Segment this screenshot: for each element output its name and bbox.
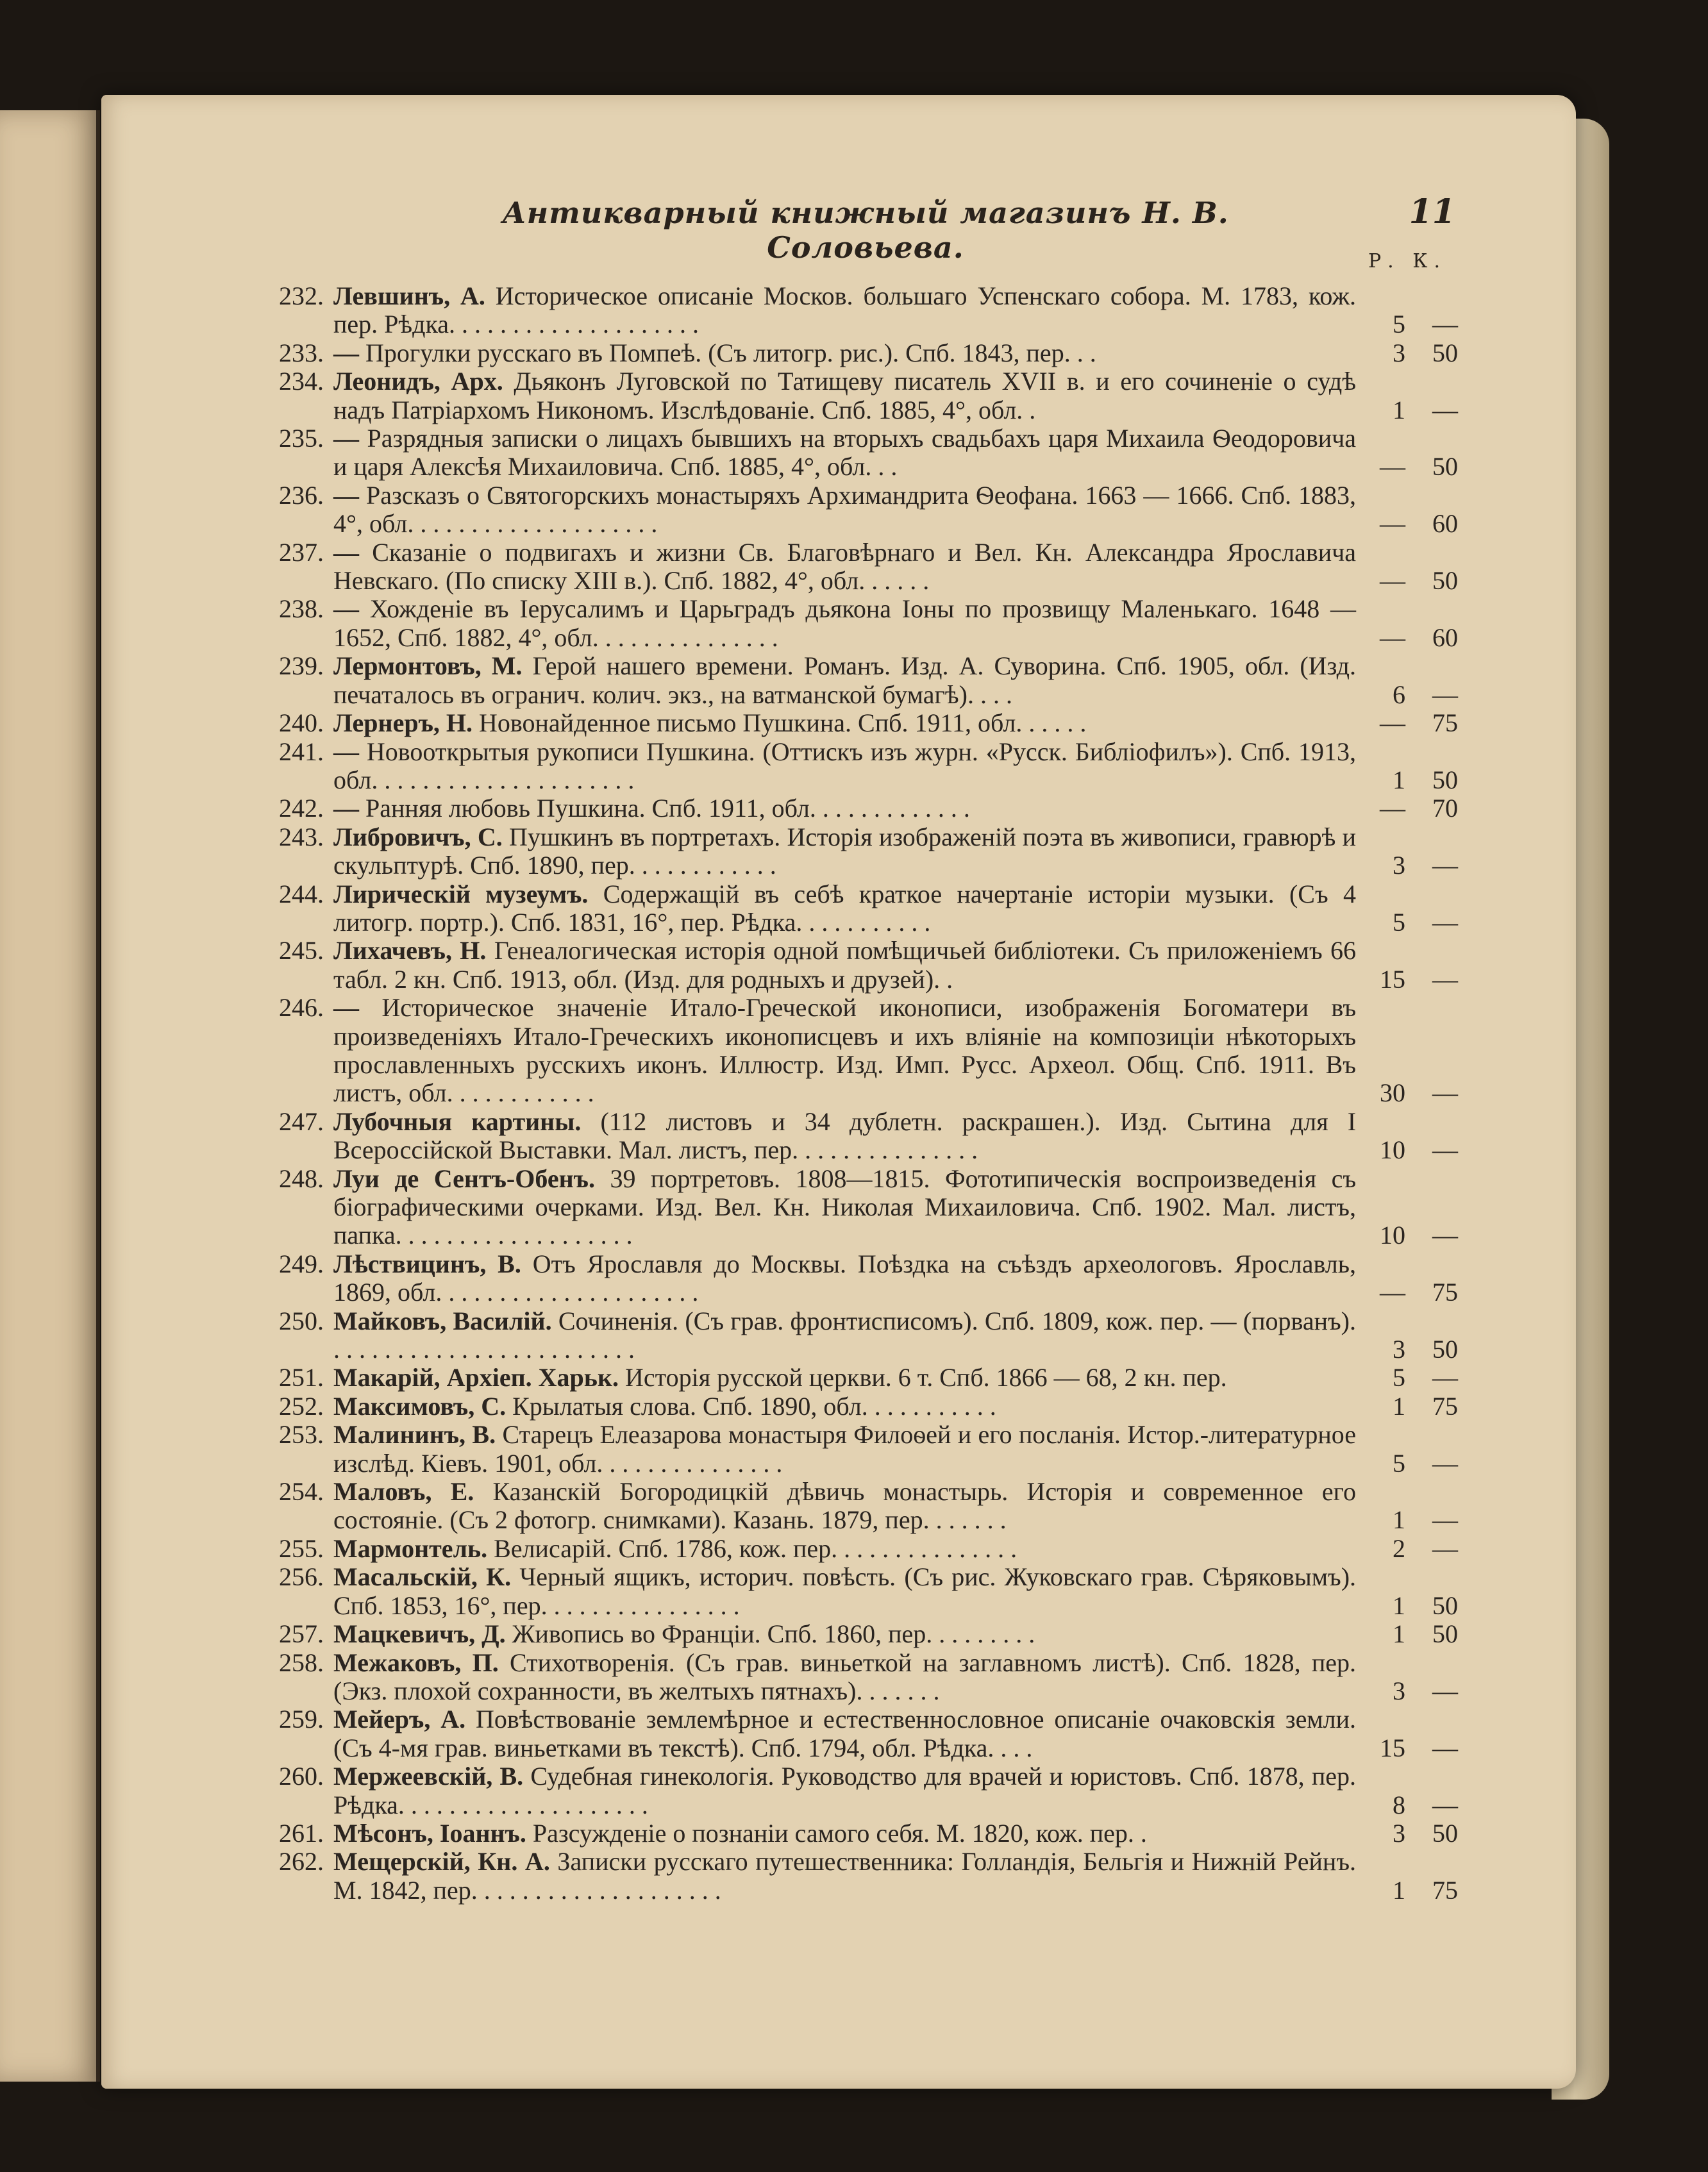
entry-body <box>333 1108 1356 1165</box>
price-kopecks: — <box>1432 1533 1458 1563</box>
catalog-entry <box>0 1250 1708 1307</box>
entry-number: 238. <box>279 594 324 624</box>
entry-body <box>333 937 1356 994</box>
entry-author: Мейеръ, А. <box>333 1705 466 1734</box>
entry-author: Мармонтель. <box>333 1533 488 1563</box>
entry-author: — <box>333 594 359 624</box>
price-rubles: 8 <box>1393 1790 1405 1819</box>
entry-description: Разрядныя записки о лицахъ бывшихъ на вторыхъ свадьбахъ царя Михаила Ѳеодоровича и царя Алексѣя Михаиловича. Спб. 1885, 4°, обл. . . <box>333 424 1357 481</box>
entry-number: 245. <box>279 936 324 965</box>
entry-description: Записки русскаго путешественника: Голландія, Бельгія и Нижній Рейнъ. М. 1842, пер. . . . . . . . . . . . . . . . . . . . <box>333 1847 1357 1905</box>
price-rubles: 3 <box>1393 1676 1405 1705</box>
entry-number: 239. <box>279 651 324 681</box>
entry-body <box>333 1392 1356 1421</box>
entry-number: 261. <box>279 1818 324 1848</box>
entry-body <box>333 1478 1356 1535</box>
price-kopecks: 50 <box>1432 338 1458 367</box>
entry-description: Живопись во Франціи. Спб. 1860, пер. . . . . . . . . <box>512 1619 1035 1649</box>
price-kopecks: — <box>1432 851 1458 880</box>
entry-number: 258. <box>279 1648 324 1677</box>
entry-author: Масальскій, К. <box>333 1562 512 1592</box>
entry-description: Историческое описаніе Москов. большаго Успенскаго собора. М. 1783, кож. пер. Рѣдка. . . . . . . . . . . . . . . . . . . . <box>333 281 1357 339</box>
price-rubles: 1 <box>1393 1591 1405 1620</box>
catalog-entry <box>0 823 1708 880</box>
entry-body <box>333 1421 1356 1478</box>
catalog-entry <box>0 1364 1708 1392</box>
price-column-header: Р. К. <box>1368 250 1446 272</box>
catalog-entry <box>0 339 1708 367</box>
entry-number: 244. <box>279 879 324 908</box>
price-kopecks: 50 <box>1432 1335 1458 1364</box>
catalog-entry <box>0 1421 1708 1478</box>
catalog-entry <box>0 1705 1708 1762</box>
entry-author: Мещерскій, Кн. А. <box>333 1847 550 1876</box>
entry-body <box>333 595 1356 652</box>
price-kopecks: — <box>1432 1505 1458 1535</box>
entry-body <box>333 1819 1356 1848</box>
price-kopecks: — <box>1432 680 1458 709</box>
entry-number: 260. <box>279 1762 324 1791</box>
entry-description: Разсужденіе о познаніи самого себя. М. 1820, кож. пер. . <box>532 1818 1147 1848</box>
entry-description: Новонайденное письмо Пушкина. Спб. 1911, обл. . . . . . <box>479 708 1087 738</box>
price-kopecks: 75 <box>1432 1278 1458 1307</box>
price-rubles: 5 <box>1393 907 1405 937</box>
price-rubles: 1 <box>1393 765 1405 794</box>
entry-author: Лубочныя картины. <box>333 1107 582 1136</box>
price-rubles: 30 <box>1380 1078 1405 1108</box>
price-kopecks: — <box>1432 907 1458 937</box>
entry-author: Лихачевъ, Н. <box>333 936 487 965</box>
entry-author: — <box>333 794 359 823</box>
entry-body <box>333 539 1356 596</box>
entry-description: Казанскій Богородицкій дѣвичь монастырь. Исторія и современное его состояніе. (Съ 2 фотогр. снимками). Казань. 1879, пер. . . . . . . <box>333 1477 1357 1535</box>
entry-author: Межаковъ, П. <box>333 1648 499 1677</box>
price-rubles: 1 <box>1393 395 1405 424</box>
page-number: 11 <box>1409 192 1455 231</box>
entry-body <box>333 424 1356 481</box>
entry-number: 242. <box>279 794 324 823</box>
entry-body <box>333 652 1356 709</box>
entry-body <box>333 1762 1356 1819</box>
entry-number: 257. <box>279 1619 324 1649</box>
entry-author: Мержеевскій, В. <box>333 1762 524 1791</box>
price-kopecks: — <box>1432 1448 1458 1478</box>
price-kopecks: — <box>1432 1078 1458 1108</box>
price-rubles: — <box>1380 794 1405 823</box>
entry-description: Герой нашего времени. Романъ. Изд. А. Суворина. Спб. 1905, обл. (Изд. печаталось въ огранич. колич. экз., на ватманской бумагѣ). . . . <box>333 651 1357 709</box>
entry-number: 259. <box>279 1705 324 1734</box>
entry-number: 243. <box>279 822 324 851</box>
entry-number: 250. <box>279 1306 324 1335</box>
entry-description: Черный ящикъ, историч. повѣсть. (Съ рис. Жуковскаго грав. Сѣряковымъ). Спб. 1853, 16°, пер. . . . . . . . . . . . . . . . <box>333 1562 1357 1620</box>
entry-number: 237. <box>279 537 324 567</box>
price-kopecks: — <box>1432 1676 1458 1705</box>
entry-author: Мѣсонъ, Іоаннъ. <box>333 1818 526 1848</box>
price-kopecks: — <box>1432 1135 1458 1165</box>
entry-number: 247. <box>279 1107 324 1136</box>
entry-description: Генеалогическая исторія одной помѣщичьей библіотеки. Съ приложеніемъ 66 табл. 2 кн. Спб. 1913, обл. (Изд. для родныхъ и друзей). . <box>333 936 1357 994</box>
catalog-entry <box>0 481 1708 539</box>
entry-description: Старецъ Елеазарова монастыря Филоѳей и его посланія. Истор.-литературное изслѣд. Кіевъ. 1901, обл. . . . . . . . . . . . . . . <box>333 1420 1357 1478</box>
entry-author: — <box>333 537 359 567</box>
catalog-entry <box>0 652 1708 709</box>
catalog-entry <box>0 880 1708 937</box>
entry-body <box>333 823 1356 880</box>
entry-body <box>333 481 1356 539</box>
entry-description: Повѣствованіе землемѣрное и естественнословное описаніе очаковскія земли. (Съ 4-мя грав. виньетками въ текстѣ). Спб. 1794, обл. Рѣдка. . . . <box>333 1705 1357 1762</box>
entry-body <box>333 1364 1356 1392</box>
price-rubles: 15 <box>1380 964 1405 994</box>
price-kopecks: 50 <box>1432 452 1458 481</box>
entry-author: Мацкевичъ, Д. <box>333 1619 506 1649</box>
price-kopecks: 50 <box>1432 1818 1458 1848</box>
entry-author: Майковъ, Василій. <box>333 1306 552 1335</box>
entry-number: 241. <box>279 737 324 766</box>
price-rubles: 5 <box>1393 310 1405 339</box>
price-kopecks: — <box>1432 1221 1458 1250</box>
price-rubles: — <box>1380 708 1405 738</box>
price-rubles: — <box>1380 622 1405 652</box>
price-rubles: 3 <box>1393 1818 1405 1848</box>
entry-description: Крылатыя слова. Спб. 1890, обл. . . . . . . . . . . <box>512 1391 996 1421</box>
catalog-entry <box>0 794 1708 823</box>
price-rubles: 1 <box>1393 1875 1405 1905</box>
entry-body <box>333 1307 1356 1364</box>
entry-number: 252. <box>279 1391 324 1421</box>
entry-number: 256. <box>279 1562 324 1592</box>
entry-author: Левшинъ, А. <box>333 281 485 310</box>
entry-description: Стихотворенія. (Съ грав. виньеткой на заглавномъ листѣ). Спб. 1828, пер. (Экз. плохой сохранности, въ желтыхъ пятнахъ). . . . . . . <box>333 1648 1356 1705</box>
entry-description: Исторія русской церкви. 6 т. Спб. 1866 — 68, 2 кн. пер. <box>624 1363 1227 1392</box>
entry-body <box>333 1250 1356 1307</box>
entry-description: Велисарій. Спб. 1786, кож. пер. . . . . . . . . . . . . . . <box>494 1533 1017 1563</box>
price-kopecks: 60 <box>1432 622 1458 652</box>
entry-body <box>333 709 1356 737</box>
catalog-entry <box>0 424 1708 481</box>
price-rubles: 5 <box>1393 1363 1405 1392</box>
entry-description: Новооткрытыя рукописи Пушкина. (Оттискъ изъ журн. «Русск. Библіофилъ»). Спб. 1913, обл. . . . . . . . . . . . . . . . . . . . . <box>333 737 1357 794</box>
entry-number: 251. <box>279 1363 324 1392</box>
catalog-list <box>0 282 1708 1905</box>
entry-body <box>333 1535 1356 1563</box>
catalog-entry <box>0 1392 1708 1421</box>
catalog-entry <box>0 709 1708 737</box>
entry-description: Судебная гинекологія. Руководство для врачей и юристовъ. Спб. 1878, пер. Рѣдка. . . . . . . . . . . . . . . . . . . . <box>333 1762 1356 1819</box>
price-rubles: 10 <box>1380 1135 1405 1165</box>
catalog-entry <box>0 1307 1708 1364</box>
entry-description: Пушкинъ въ портретахъ. Исторія изображеній поэта въ живописи, гравюрѣ и скульптурѣ. Спб. 1890, пер. . . . . . . . . . . . <box>333 822 1357 880</box>
entry-body <box>333 1705 1356 1762</box>
entry-author: Лермонтовъ, М. <box>333 651 523 681</box>
entry-body <box>333 282 1356 339</box>
entry-number: 262. <box>279 1847 324 1876</box>
price-kopecks: 50 <box>1432 1619 1458 1649</box>
entry-number: 254. <box>279 1477 324 1507</box>
price-kopecks: — <box>1432 964 1458 994</box>
entry-description: 39 портретовъ. 1808—1815. Фототипическія воспроизведенія съ біографическими очерками. Изд. Вел. Кн. Николая Михаиловича. Спб. 1902. Мал. листъ, папка. . . . . . . . . . . . . . . . . . . <box>333 1164 1357 1250</box>
price-kopecks: — <box>1432 310 1458 339</box>
entry-description: Отъ Ярославля до Москвы. Поѣздка на съѣздъ археологовъ. Ярославль, 1869, обл. . . . . . . . . . . . . . . . . . . . . <box>333 1249 1357 1307</box>
catalog-entry <box>0 738 1708 795</box>
entry-description: Сочиненія. (Съ грав. фронтисписомъ). Спб. 1809, кож. пер. — (порванъ). . . . . . . . . . . . . . . . . . . . . . . . . <box>333 1306 1356 1364</box>
entry-number: 255. <box>279 1533 324 1563</box>
entry-description: Ранняя любовь Пушкина. Спб. 1911, обл. . . . . . . . . . . . . <box>365 794 970 823</box>
entry-author: Малининъ, В. <box>333 1420 496 1449</box>
entry-body <box>333 367 1356 424</box>
entry-author: Либровичъ, С. <box>333 822 503 851</box>
catalog-entry <box>0 937 1708 994</box>
entry-number: 253. <box>279 1420 324 1449</box>
price-rubles: 1 <box>1393 1391 1405 1421</box>
price-kopecks: 75 <box>1432 1391 1458 1421</box>
price-rubles: 15 <box>1380 1733 1405 1762</box>
price-kopecks: 60 <box>1432 509 1458 539</box>
entry-body <box>333 1563 1356 1620</box>
entry-author: Луи де Сентъ-Обенъ. <box>333 1164 595 1193</box>
entry-body <box>333 738 1356 795</box>
page-header: Антикварный книжный магазинъ Н. В. Соловьева. <box>502 196 1229 265</box>
entry-author: Леонидъ, Арх. <box>333 367 503 396</box>
entry-author: Максимовъ, С. <box>333 1391 507 1421</box>
entry-number: 240. <box>279 708 324 738</box>
entry-number: 246. <box>279 993 324 1023</box>
entry-description: Разсказъ о Святогорскихъ монастыряхъ Архимандрита Ѳеофана. 1663 — 1666. Спб. 1883, 4°, обл. . . . . . . . . . . . . . . . . . . . <box>333 480 1357 539</box>
entry-author: Лѣствицинъ, В. <box>333 1249 521 1278</box>
price-rubles: 10 <box>1380 1221 1405 1250</box>
price-rubles: 1 <box>1393 1619 1405 1649</box>
price-kopecks: 50 <box>1432 1591 1458 1620</box>
entry-body <box>333 1848 1356 1905</box>
entry-number: 235. <box>279 424 324 453</box>
price-rubles: 3 <box>1393 1335 1405 1364</box>
entry-description: Дьяконъ Луговской по Татищеву писатель XVII в. и его сочиненіе о судѣ надъ Патріархомъ Никономъ. Изслѣдованіе. Спб. 1885, 4°, обл. . <box>333 367 1357 424</box>
price-kopecks: — <box>1432 1790 1458 1819</box>
entry-author: — <box>333 993 359 1023</box>
price-kopecks: 75 <box>1432 1875 1458 1905</box>
price-rubles: — <box>1380 566 1405 596</box>
entry-description: Сказаніе о подвигахъ и жизни Св. Благовѣрнаго и Вел. Кн. Александра Ярославича Невскаго. (По списку XIII в.). Спб. 1882, 4°, обл. . . . . . <box>333 537 1357 596</box>
price-rubles: 3 <box>1393 338 1405 367</box>
price-kopecks: 50 <box>1432 566 1458 596</box>
price-kopecks: 50 <box>1432 765 1458 794</box>
entry-author: Маловъ, Е. <box>333 1477 474 1507</box>
catalog-entry <box>0 1108 1708 1165</box>
price-rubles: — <box>1380 452 1405 481</box>
catalog-entry <box>0 1848 1708 1905</box>
price-rubles: 5 <box>1393 1448 1405 1478</box>
entry-body <box>333 1165 1356 1250</box>
entry-description: Содержащій въ себѣ краткое начертаніе исторіи музыки. (Съ 4 литогр. портр.). Спб. 1831, 16°, пер. Рѣдка. . . . . . . . . . . <box>333 879 1356 937</box>
entry-author: — <box>333 480 359 510</box>
entry-body <box>333 880 1356 937</box>
entry-description: Прогулки русскаго въ Помпеѣ. (Съ литогр. рис.). Спб. 1843, пер. . . <box>365 338 1096 367</box>
entry-number: 234. <box>279 367 324 396</box>
entry-number: 236. <box>279 480 324 510</box>
entry-author: — <box>333 338 359 367</box>
price-rubles: 6 <box>1393 680 1405 709</box>
entry-body <box>333 1649 1356 1706</box>
price-kopecks: 75 <box>1432 708 1458 738</box>
price-kopecks: — <box>1432 395 1458 424</box>
catalog-entry <box>0 994 1708 1108</box>
entry-author: Лирическій музеумъ. <box>333 879 589 908</box>
entry-body <box>333 1620 1356 1648</box>
entry-description: Историческое значеніе Итало-Греческой иконописи, изображенія Богоматери въ произведеніяхъ Итало-Греческихъ иконописцевъ и ихъ вліяніе на композиціи нѣкоторыхъ прославленныхъ русскихъ иконъ. Иллюстр. Изд. Имп. Русс. Археол. Общ. Спб. 1911. Въ листъ, обл. . . . . . . . . . . . <box>333 993 1356 1108</box>
price-rubles: — <box>1380 1278 1405 1307</box>
entry-number: 249. <box>279 1249 324 1278</box>
entry-author: Макарій, Архіеп. Харьк. <box>333 1363 619 1392</box>
entry-number: 232. <box>279 281 324 310</box>
price-kopecks: — <box>1432 1363 1458 1392</box>
entry-author: — <box>333 737 359 766</box>
entry-description: (112 листовъ и 34 дублетн. раскрашен.). Изд. Сытина для I Всероссійской Выставки. Мал. листъ, пер. . . . . . . . . . . . . . . <box>333 1107 1357 1165</box>
entry-number: 248. <box>279 1164 324 1193</box>
entry-body <box>333 994 1356 1108</box>
price-kopecks: 70 <box>1432 794 1458 823</box>
catalog-entry <box>0 1535 1708 1563</box>
price-rubles: 2 <box>1393 1533 1405 1563</box>
catalog-entry <box>0 1165 1708 1250</box>
entry-number: 233. <box>279 338 324 367</box>
catalog-entry <box>0 1563 1708 1620</box>
catalog-entry <box>0 1819 1708 1848</box>
catalog-entry <box>0 1762 1708 1819</box>
entry-author: — <box>333 424 359 453</box>
catalog-entry <box>0 1649 1708 1706</box>
price-rubles: 3 <box>1393 851 1405 880</box>
catalog-entry <box>0 367 1708 424</box>
price-rubles: — <box>1380 509 1405 539</box>
price-kopecks: — <box>1432 1733 1458 1762</box>
entry-author: Лернеръ, Н. <box>333 708 473 738</box>
catalog-entry <box>0 282 1708 339</box>
catalog-entry <box>0 1478 1708 1535</box>
catalog-entry <box>0 539 1708 596</box>
entry-body <box>333 339 1356 367</box>
catalog-entry <box>0 1620 1708 1648</box>
entry-body <box>333 794 1356 823</box>
entry-description: Хожденіе въ Іерусалимъ и Царьградъ дьякона Іоны по прозвищу Маленькаго. 1648 — 1652, Спб. 1882, 4°, обл. . . . . . . . . . . . . . . <box>333 594 1357 652</box>
price-rubles: 1 <box>1393 1505 1405 1535</box>
catalog-entry <box>0 595 1708 652</box>
